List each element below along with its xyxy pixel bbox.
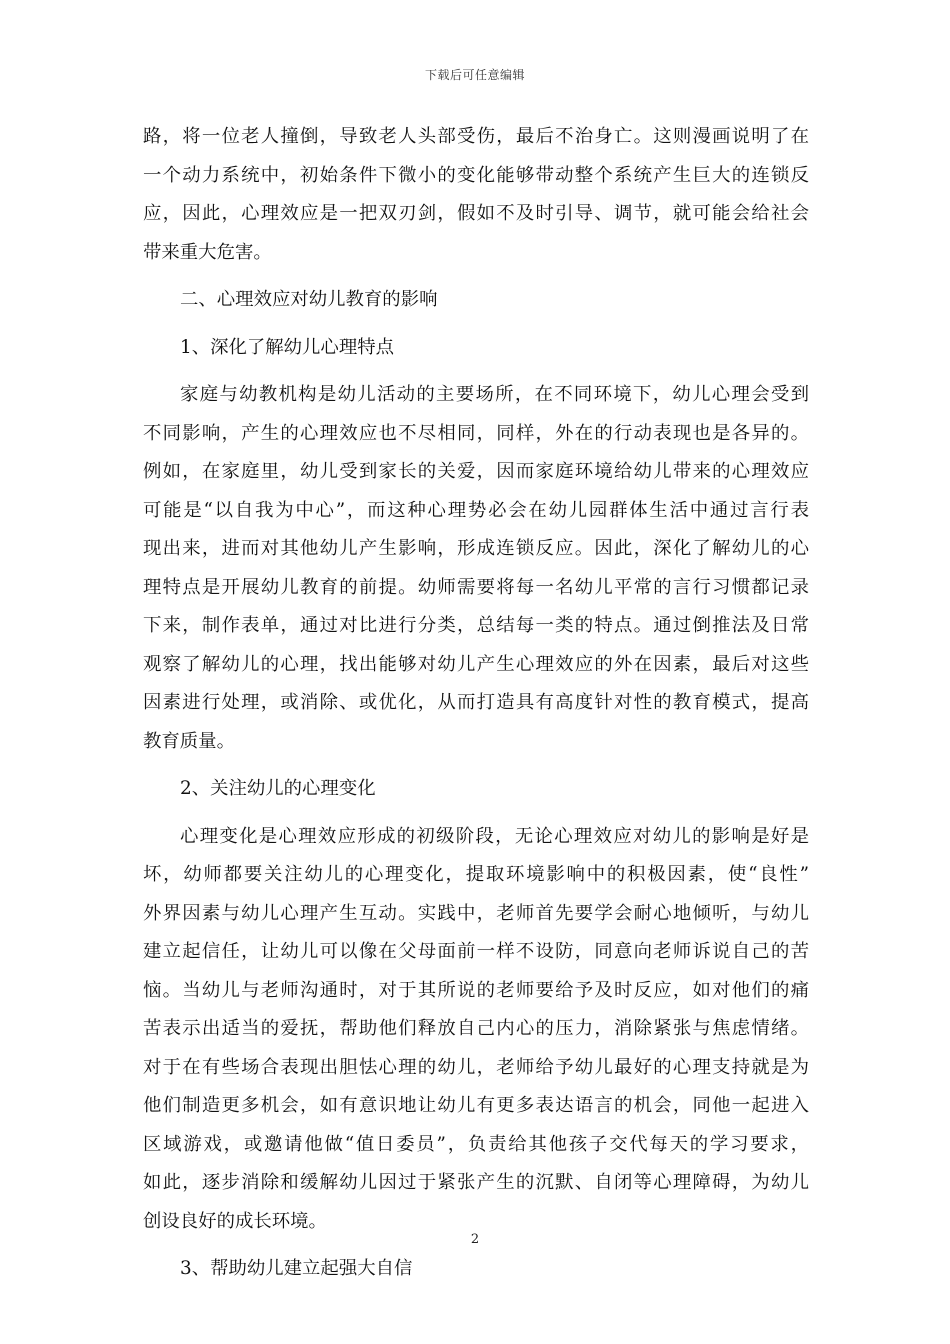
text-line: 外界因素与幼儿心理产生互动。实践中，老师首先要学会耐心地倾听，与幼儿	[143, 902, 809, 924]
text-line: 带来重大危害。	[143, 241, 272, 263]
text-line: 应，因此，心理效应是一把双刃剑，假如不及时引导、调节，就可能会给社会	[143, 203, 809, 224]
paragraph-gap	[143, 367, 809, 376]
text-line: 可能是“以自我为中心”，而这种心理势必会在幼儿园群体生活中通过言行表	[143, 499, 809, 521]
text-line: 因素进行处理，或消除、或优化，从而打造具有高度针对性的教育模式，提高	[143, 692, 809, 713]
text-line: 路，将一位老人撞倒，导致老人头部受伤，最后不治身亡。这则漫画说明了在	[143, 126, 809, 147]
text-line: 对于在有些场合表现出胆怯心理的幼儿，老师给予幼儿最好的心理支持就是为	[143, 1056, 809, 1078]
text-line: 如此，逐步消除和缓解幼儿因过于紧张产生的沉默、自闭等心理障碍，为幼儿	[143, 1172, 809, 1193]
text-line: 2、关注幼儿的心理变化	[180, 778, 376, 799]
text-line: 苦表示出适当的爱抚，帮助他们释放自己内心的压力，消除紧张与焦虑情绪。	[143, 1018, 809, 1039]
text-line: 心理变化是心理效应形成的初级阶段，无论心理效应对幼儿的影响是好是	[180, 825, 809, 847]
text-line: 观察了解幼儿的心理，找出能够对幼儿产生心理效应的外在因素，最后对这些	[143, 653, 809, 675]
text-line: 区域游戏，或邀请他做“值日委员”，负责给其他孩子交代每天的学习要求，	[143, 1133, 809, 1155]
text-line: 教育质量。	[143, 730, 235, 752]
text-line: 建立起信任，让幼儿可以像在父母面前一样不设防，同意向老师诉说自己的苦	[143, 941, 809, 962]
page-number: 2	[470, 1232, 480, 1247]
text-line: 一个动力系统中，初始条件下微小的变化能够带动整个系统产生巨大的连锁反	[143, 164, 809, 186]
paragraph-gap	[143, 320, 809, 329]
text-line: 下来，制作表单，通过对比进行分类，总结每一类的特点。通过倒推法及日常	[143, 615, 809, 636]
text-line: 例如，在家庭里，幼儿受到家长的关爱，因而家庭环境给幼儿带来的心理效应	[143, 461, 809, 482]
text-line: 1、深化了解幼儿心理特点	[180, 336, 394, 358]
text-line: 现出来，进而对其他幼儿产生影响，形成连锁反应。因此，深化了解幼儿的心	[143, 538, 809, 559]
text-line: 家庭与幼教机构是幼儿活动的主要场所，在不同环境下，幼儿心理会受到	[180, 384, 809, 405]
text-line: 二、心理效应对幼儿教育的影响	[180, 289, 438, 310]
body-text	[143, 118, 809, 1289]
text-line: 恼。当幼儿与老师沟通时，对于其所说的老师要给予及时反应，如对他们的痛	[143, 979, 809, 1001]
paragraph-gap	[143, 809, 809, 818]
text-line: 他们制造更多机会，如有意识地让幼儿有更多表达语言的机会，同他一起进入	[143, 1095, 809, 1116]
text-line: 3、帮助幼儿建立起强大自信	[180, 1258, 413, 1279]
page-header: 下载后可任意编辑	[424, 68, 525, 82]
paragraph-gap	[143, 272, 809, 281]
text-line: 创设良好的成长环境。	[143, 1210, 327, 1232]
text-line: 理特点是开展幼儿教育的前提。幼师需要将每一名幼儿平常的言行习惯都记录	[143, 576, 809, 598]
text-line: 坏，幼师都要关注幼儿的心理变化，提取环境影响中的积极因素，使“良性”	[143, 864, 809, 885]
paragraph-gap	[143, 761, 809, 770]
text-line: 不同影响，产生的心理效应也不尽相同，同样，外在的行动表现也是各异的。	[143, 422, 809, 444]
